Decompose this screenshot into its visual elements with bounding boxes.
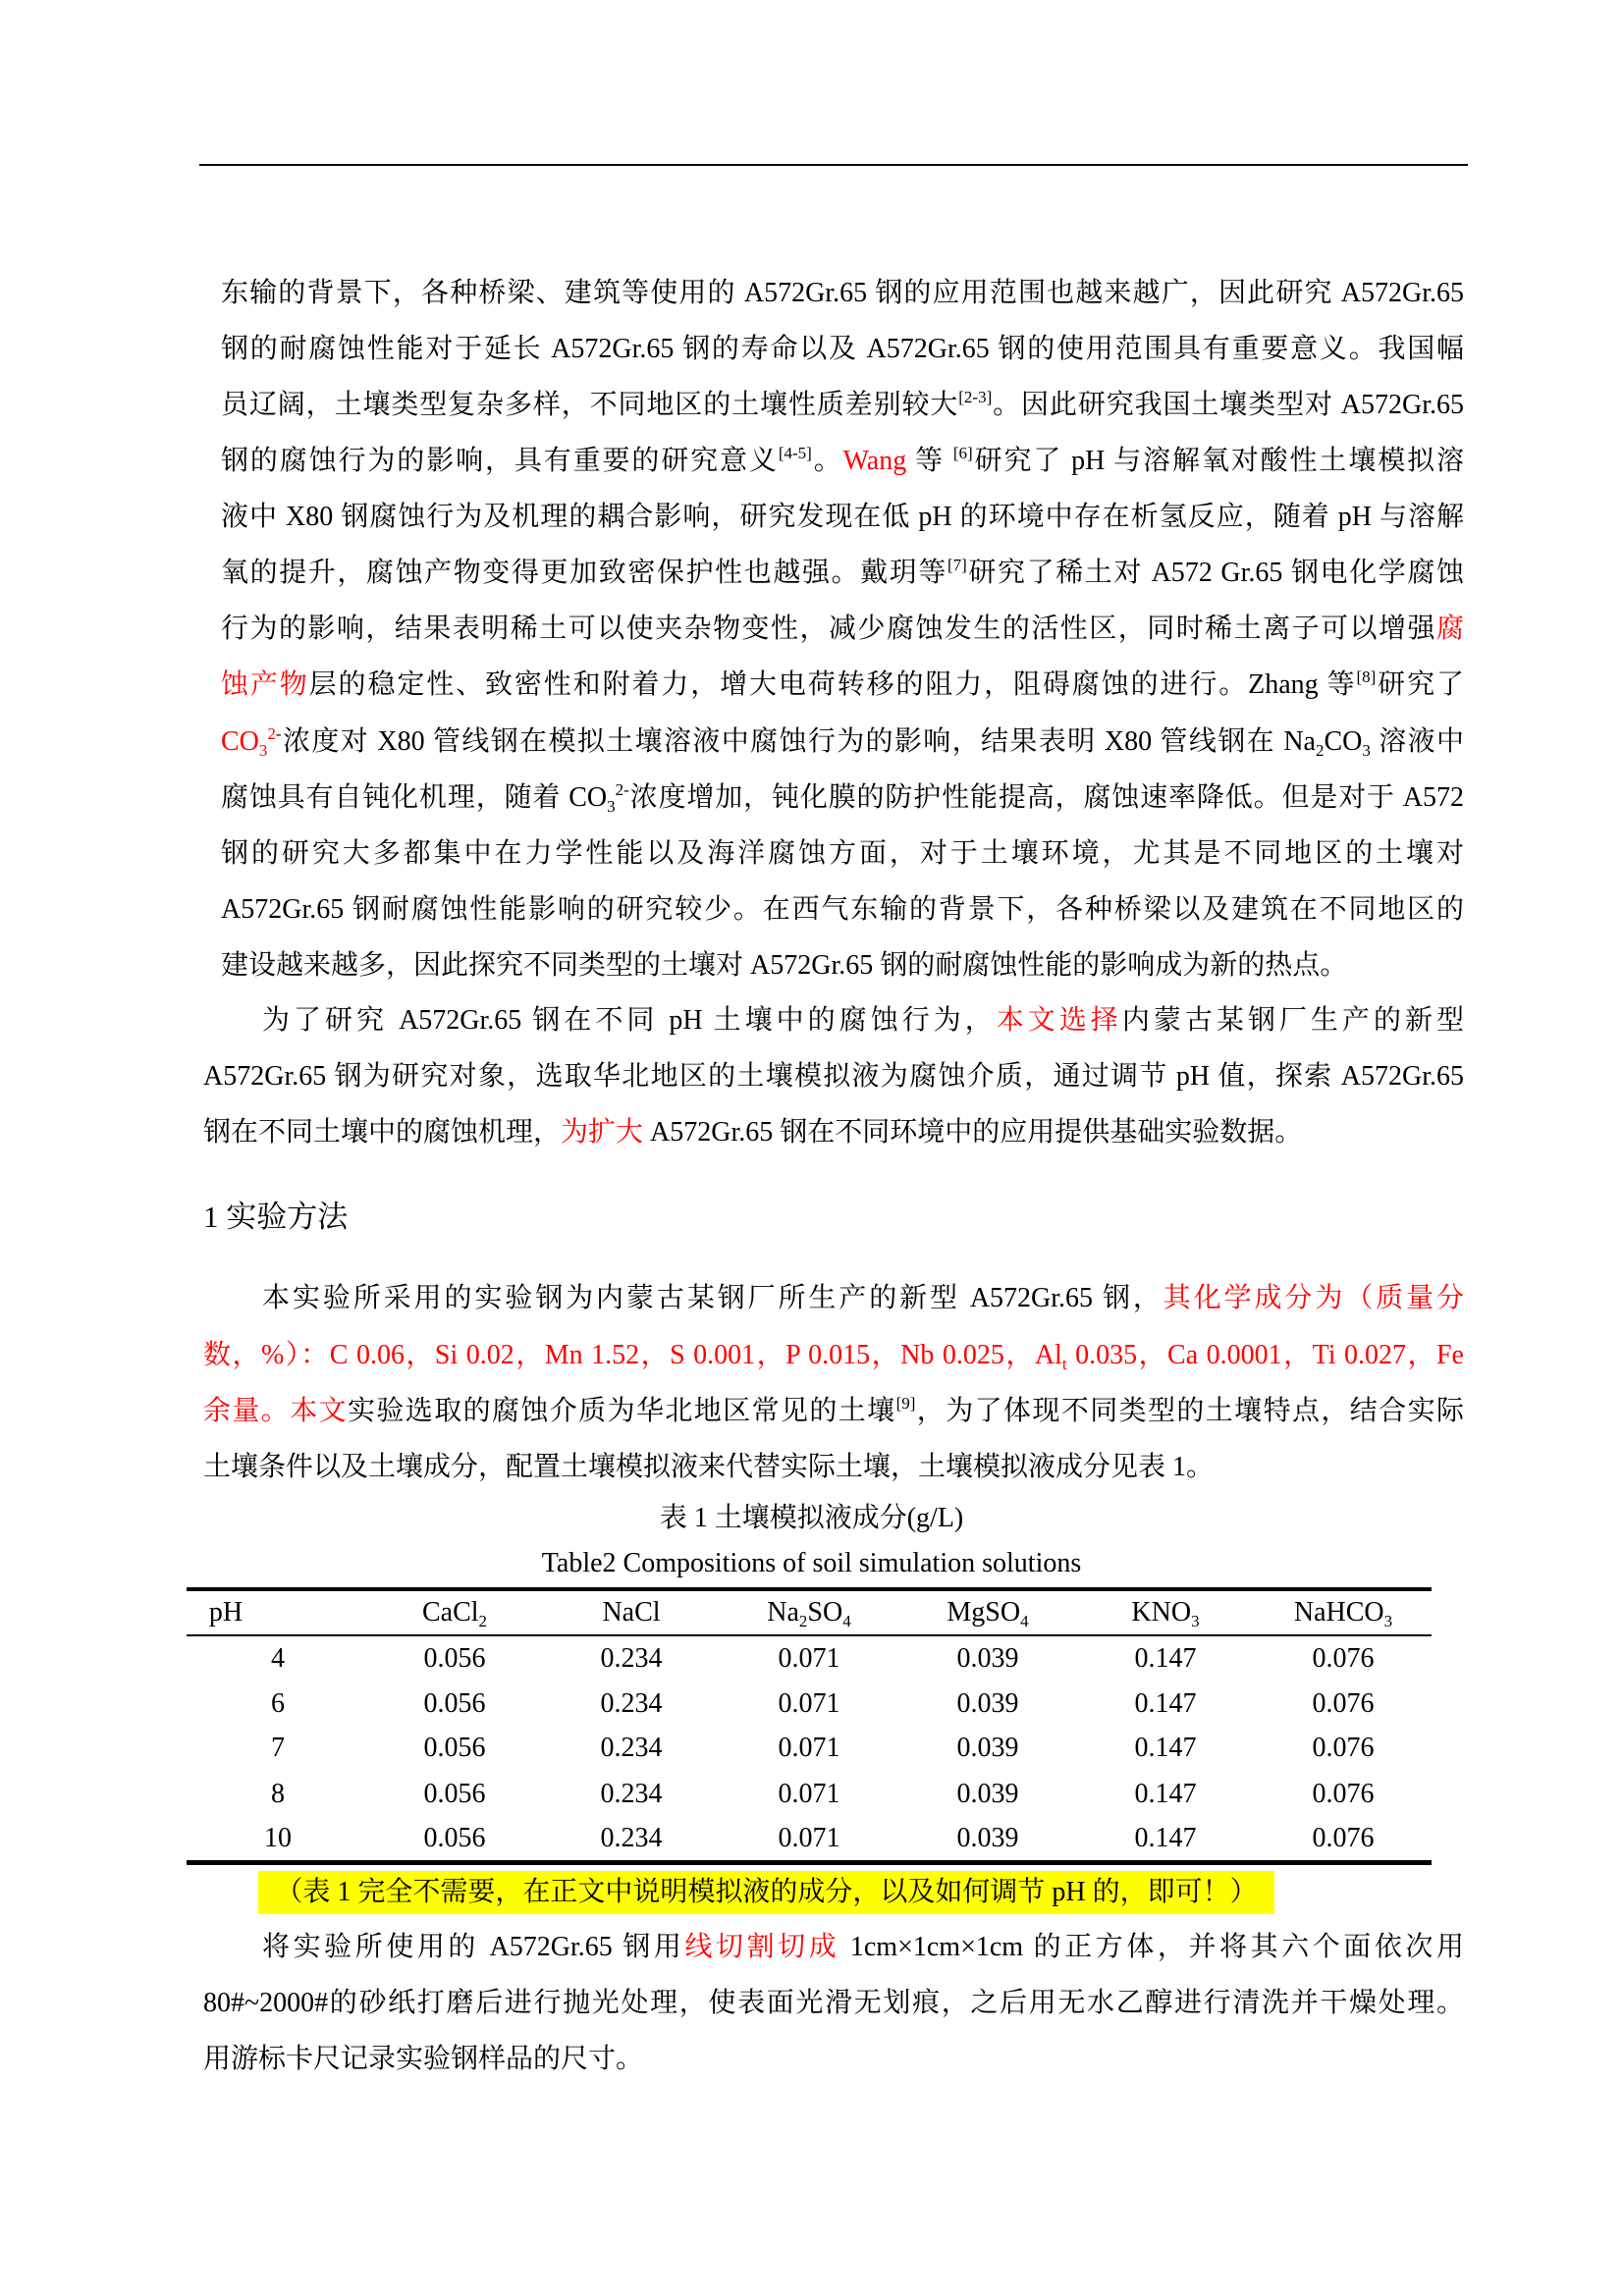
table-cell-na2so4: 0.071 (778, 1688, 840, 1719)
text-run: ，为了体现不同类型的土壤特点，结合实际 (915, 1396, 1464, 1426)
text-run: MgSO (947, 1597, 1021, 1628)
table-cell-mgso4: 0.039 (956, 1779, 1019, 1809)
text-run: 腐蚀具有自钝化机理，随着 CO (221, 782, 608, 813)
revised-text: 0.035，Ca 0.0001，Ti 0.027，Fe (1066, 1340, 1464, 1370)
table-cell-kno3: 0.147 (1134, 1688, 1197, 1719)
revised-text: 为扩大 (561, 1117, 644, 1148)
column-header-nahco3 (1255, 1593, 1432, 1632)
superscript: [6] (952, 444, 973, 462)
text-line (221, 778, 1464, 818)
subscript: 3 (607, 797, 616, 816)
table-cell-nahco3: 0.076 (1312, 1733, 1375, 1763)
table-cell-nacl: 0.234 (600, 1688, 663, 1719)
table-cell-nacl: 0.234 (600, 1733, 663, 1763)
text-run: 实验选取的腐蚀介质为华北地区常见的土壤 (348, 1396, 896, 1426)
superscript: 2- (615, 780, 629, 799)
text-run: 浓度对 X80 管线钢在模拟土壤溶液中腐蚀行为的影响，结果表明 X80 管线钢在 Na (281, 726, 1316, 757)
table-cell-ph: 7 (271, 1733, 285, 1763)
text-run: 氧的提升，腐蚀产物变得更加致密保护性也越强。戴玥等 (221, 558, 947, 588)
text-line (221, 666, 1464, 705)
text-run: A572Gr.65 钢在不同环境中的应用提供基础实验数据。 (643, 1117, 1303, 1148)
table-cell-kno3: 0.147 (1134, 1779, 1197, 1809)
table-cell-ph: 4 (271, 1643, 285, 1674)
text-run: 溶液中 (1370, 726, 1464, 757)
text-run: 。 (811, 446, 843, 476)
revised-text: 蚀产物 (221, 669, 309, 700)
table-cell-na2so4: 0.071 (778, 1643, 840, 1674)
text-run: 将实验所使用的 A572Gr.65 钢用 (262, 1932, 685, 1962)
text-line (262, 1001, 1464, 1041)
text-run: A572Gr.65 钢耐腐蚀性能影响的研究较少。在西气东输的背景下，各种桥梁以及建筑在不同地区的 (221, 894, 1464, 925)
text-run: 浓度增加，钝化膜的防护性能提高，腐蚀速率降低。但是对于 A572 (628, 782, 1464, 813)
text-line (221, 834, 1464, 874)
text-run: 员辽阔，土壤类型复杂多样，不同地区的土壤性质差别较大 (221, 390, 959, 420)
table-cell-kno3: 0.147 (1134, 1823, 1197, 1853)
text-line (221, 610, 1464, 649)
superscript: [8] (1356, 667, 1377, 686)
text-run: KNO (1131, 1597, 1192, 1628)
text-line (262, 1279, 1464, 1318)
subscript: 4 (842, 1612, 851, 1630)
text-run: 钢在不同土壤中的腐蚀机理， (203, 1117, 562, 1148)
text-line (221, 722, 1464, 762)
superscript: - (275, 724, 282, 743)
column-header-nacl (543, 1593, 720, 1632)
review-comment-highlight: （表 1 完全不需要，在正文中说明模拟液的成分，以及如何调节 pH 的，即可！） (258, 1871, 1274, 1914)
table-cell-cacl2: 0.056 (423, 1643, 486, 1674)
column-header-ph (196, 1593, 255, 1632)
text-line (221, 554, 1464, 593)
text-line (221, 274, 1464, 313)
text-run: 内蒙古某钢厂生产的新型 (1121, 1005, 1464, 1036)
revised-text: 其化学成分为（质量分 (1163, 1283, 1464, 1313)
text-run: 为了研究 A572Gr.65 钢在不同 pH 土壤中的腐蚀行为， (262, 1005, 997, 1036)
revised-text: 腐 (1435, 614, 1464, 644)
table-cell-mgso4: 0.039 (956, 1643, 1019, 1674)
section-heading: 1 实验方法 (203, 1200, 349, 1234)
table-caption-en: Table2 Compositions of soil simulation solutions (541, 1548, 1082, 1578)
subscript: t (1061, 1355, 1067, 1373)
revised-text: 余量。本文 (203, 1396, 348, 1426)
column-header-na2so4 (721, 1593, 897, 1632)
table-cell-cacl2: 0.056 (423, 1733, 486, 1763)
subscript: 3 (1362, 741, 1371, 760)
table-cell-mgso4: 0.039 (956, 1823, 1019, 1853)
text-line (203, 1448, 1464, 1487)
table-cell-nacl: 0.234 (600, 1779, 663, 1809)
text-run: 钢的耐腐蚀性能对于延长 A572Gr.65 钢的寿命以及 A572Gr.65 钢的使用范围具有重要意义。我国幅 (221, 334, 1464, 364)
revised-text: CO (221, 726, 259, 757)
text-line (262, 1928, 1464, 1967)
text-run: 80#~2000#的砂纸打磨后进行抛光处理，使表面光滑无划痕，之后用无水乙醇进行清洗并干燥处理。 (203, 1988, 1464, 2018)
text-line (221, 946, 1464, 986)
table-bottom-rule (187, 1860, 1432, 1865)
superscript: [2-3] (958, 388, 993, 406)
text-run: 东输的背景下，各种桥梁、建筑等使用的 A572Gr.65 钢的应用范围也越来越广，因此研究 A572Gr.65 (221, 278, 1464, 308)
table-cell-nahco3: 0.076 (1312, 1688, 1375, 1719)
superscript: 2 (267, 724, 276, 743)
text-line (203, 1392, 1464, 1431)
subscript: 4 (1020, 1612, 1029, 1630)
text-run: 。因此研究我国土壤类型对 A572Gr.65 (992, 390, 1464, 420)
table-cell-cacl2: 0.056 (423, 1823, 486, 1853)
table-header-rule (187, 1634, 1432, 1636)
table-cell-mgso4: 0.039 (956, 1733, 1019, 1763)
text-line (221, 498, 1464, 537)
text-run: 土壤条件以及土壤成分，配置土壤模拟液来代替实际土壤，土壤模拟液成分见表 1。 (203, 1452, 1215, 1482)
table-cell-na2so4: 0.071 (778, 1779, 840, 1809)
superscript: [4-5] (778, 444, 812, 462)
table-cell-kno3: 0.147 (1134, 1643, 1197, 1674)
subscript: 3 (258, 741, 268, 760)
text-run: 研究了 (1376, 669, 1464, 700)
text-run: 用游标卡尺记录实验钢样品的尺寸。 (203, 2044, 644, 2074)
revised-text: Wang (842, 446, 907, 476)
table-cell-na2so4: 0.071 (778, 1733, 840, 1763)
text-run: 行为的影响，结果表明稀土可以使夹杂物变性，减少腐蚀发生的活性区，同时稀土离子可以增强 (221, 614, 1436, 644)
text-line (221, 386, 1464, 425)
table-cell-na2so4: 0.071 (778, 1823, 840, 1853)
text-run: SO (807, 1597, 843, 1628)
text-run: 等 (906, 446, 953, 476)
table-cell-nahco3: 0.076 (1312, 1823, 1375, 1853)
revised-text: 数，%）：C 0.06，Si 0.02，Mn 1.52，S 0.001，P 0.015，Nb 0.025，Al (203, 1340, 1062, 1370)
text-line (203, 1984, 1464, 2023)
revised-text: 线切割切成 (684, 1932, 840, 1962)
table-cell-ph: 6 (271, 1688, 285, 1719)
table-cell-mgso4: 0.039 (956, 1688, 1019, 1719)
text-line (203, 1336, 1464, 1375)
subscript: 2 (1315, 741, 1325, 760)
text-line (203, 1057, 1464, 1096)
table-caption-cn: 表 1 土壤模拟液成分(g/L) (659, 1503, 964, 1533)
text-line (221, 442, 1464, 481)
text-line (221, 330, 1464, 369)
text-run: 本实验所采用的实验钢为内蒙古某钢厂所生产的新型 A572Gr.65 钢， (262, 1283, 1163, 1313)
column-header-cacl2 (366, 1593, 543, 1632)
column-header-mgso4 (899, 1593, 1076, 1632)
text-run: 1cm×1cm×1cm 的正方体，并将其六个面依次用 (839, 1932, 1464, 1962)
table-cell-ph: 10 (264, 1823, 292, 1853)
text-run: 建设越来越多，因此探究不同类型的土壤对 A572Gr.65 钢的耐腐蚀性能的影响成为新的热点。 (221, 950, 1348, 981)
text-run: 钢的腐蚀行为的影响，具有重要的研究意义 (221, 446, 779, 476)
subscript: 3 (1383, 1612, 1393, 1630)
table-cell-cacl2: 0.056 (423, 1779, 486, 1809)
text-run: 研究了 pH 与溶解氧对酸性土壤模拟溶 (972, 446, 1464, 476)
table-cell-nacl: 0.234 (600, 1823, 663, 1853)
text-run: 钢的研究大多都集中在力学性能以及海洋腐蚀方面，对于土壤环境，尤其是不同地区的土壤对 (221, 838, 1464, 869)
text-run: NaCl (602, 1597, 661, 1628)
subscript: 3 (1191, 1612, 1200, 1630)
text-line (221, 890, 1464, 930)
text-run: 液中 X80 钢腐蚀行为及机理的耦合影响，研究发现在低 pH 的环境中存在析氢反应，随着 pH 与溶解 (221, 502, 1464, 532)
subscript: 2 (478, 1612, 488, 1630)
table-cell-kno3: 0.147 (1134, 1733, 1197, 1763)
text-run: Na (767, 1597, 799, 1628)
text-run: 层的稳定性、致密性和附着力，增大电荷转移的阻力，阻碍腐蚀的进行。Zhang 等 (308, 669, 1357, 700)
text-line (203, 2040, 1464, 2079)
text-run: 研究了稀土对 A572 Gr.65 钢电化学腐蚀 (966, 558, 1464, 588)
superscript: [9] (895, 1394, 916, 1413)
text-line (203, 1113, 1464, 1152)
table-cell-nacl: 0.234 (600, 1643, 663, 1674)
text-run: NaHCO (1293, 1597, 1384, 1628)
revised-text: 本文选择 (996, 1005, 1122, 1036)
subscript: 2 (798, 1612, 808, 1630)
text-run: CO (1324, 726, 1363, 757)
text-run: pH (208, 1597, 243, 1628)
column-header-kno3 (1077, 1593, 1254, 1632)
table-cell-nahco3: 0.076 (1312, 1643, 1375, 1674)
table-cell-cacl2: 0.056 (423, 1688, 486, 1719)
table-cell-nahco3: 0.076 (1312, 1779, 1375, 1809)
text-run: A572Gr.65 钢为研究对象，选取华北地区的土壤模拟液为腐蚀介质，通过调节 pH 值，探索 A572Gr.65 (203, 1061, 1464, 1092)
header-rule (199, 164, 1468, 166)
table-cell-ph: 8 (271, 1779, 285, 1809)
superscript: [7] (947, 556, 967, 574)
text-run: CaCl (421, 1597, 479, 1628)
table-top-rule (187, 1587, 1432, 1591)
